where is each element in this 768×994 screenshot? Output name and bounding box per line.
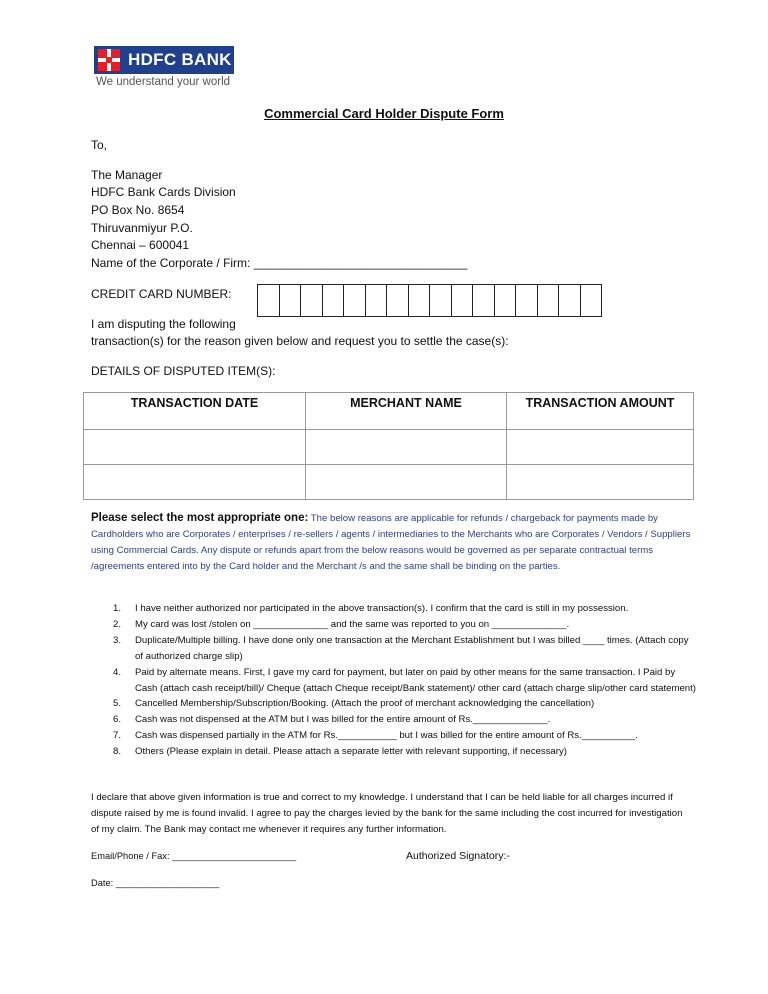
card-digit-box[interactable] bbox=[494, 284, 517, 317]
reason-text: Others (Please explain in detail. Please attach a separate letter with relevant supporting, if necessary) bbox=[135, 746, 567, 758]
cell-date[interactable] bbox=[84, 465, 306, 500]
reason-item[interactable] bbox=[97, 633, 697, 665]
card-digit-box[interactable] bbox=[343, 284, 366, 317]
card-digit-box[interactable] bbox=[386, 284, 409, 317]
reason-text: I have neither authorized nor participated in the above transaction(s). I confirm that the card is still in my possession. bbox=[135, 603, 629, 614]
reason-text: Cash was dispensed partially in the ATM for Rs.___________ but I was billed for the entire amount of Rs.__________. bbox=[135, 730, 638, 742]
logo-tagline: We understand your world bbox=[96, 76, 231, 88]
address-line: PO Box No. 8654 bbox=[91, 203, 185, 217]
dispute-intro-line1: I am disputing the following bbox=[91, 317, 236, 331]
table-row bbox=[84, 465, 694, 500]
hdfc-logo-icon bbox=[98, 49, 120, 71]
table-header-row bbox=[84, 393, 694, 430]
reason-number: 8. bbox=[113, 746, 122, 758]
credit-card-number-boxes bbox=[258, 284, 602, 317]
dispute-intro-line2: transaction(s) for the reason given below and request you to settle the case(s): bbox=[91, 334, 509, 348]
reason-number: 1. bbox=[113, 603, 122, 614]
form-title: Commercial Card Holder Dispute Form bbox=[264, 106, 504, 121]
card-digit-box[interactable] bbox=[515, 284, 538, 317]
address-line: The Manager bbox=[91, 168, 163, 182]
card-digit-box[interactable] bbox=[279, 284, 302, 317]
reason-number: 7. bbox=[113, 730, 122, 742]
select-lead: Please select the most appropriate one: bbox=[91, 512, 309, 524]
reasons-list bbox=[97, 601, 697, 760]
cell-merchant[interactable] bbox=[306, 465, 507, 500]
reason-item[interactable] bbox=[97, 665, 697, 697]
email-phone-fax-field[interactable]: Email/Phone / Fax: ________________________ bbox=[91, 851, 297, 861]
hdfc-logo bbox=[94, 46, 234, 74]
header-transaction-date: TRANSACTION DATE bbox=[84, 393, 306, 430]
card-digit-box[interactable] bbox=[451, 284, 474, 317]
card-digit-box[interactable] bbox=[322, 284, 345, 317]
card-digit-box[interactable] bbox=[472, 284, 495, 317]
credit-card-label: CREDIT CARD NUMBER: bbox=[91, 287, 232, 301]
cell-merchant[interactable] bbox=[306, 430, 507, 465]
card-digit-box[interactable] bbox=[580, 284, 603, 317]
reason-number: 4. bbox=[113, 666, 122, 678]
address-line: Chennai – 600041 bbox=[91, 238, 190, 252]
reason-item[interactable] bbox=[97, 696, 697, 712]
reason-number: 6. bbox=[113, 714, 122, 726]
details-label: DETAILS OF DISPUTED ITEM(S): bbox=[91, 364, 276, 378]
reason-item[interactable] bbox=[97, 712, 697, 728]
reason-item[interactable] bbox=[97, 744, 697, 760]
cell-amount[interactable] bbox=[507, 465, 694, 500]
card-digit-box[interactable] bbox=[429, 284, 452, 317]
reason-text: Cancelled Membership/Subscription/Booking. (Attach the proof of merchant acknowledging the cancellation) bbox=[135, 698, 595, 710]
card-digit-box[interactable] bbox=[408, 284, 431, 317]
reason-text: My card was lost /stolen on ______________ and the same was reported to you on ______________. bbox=[135, 618, 570, 630]
reason-item[interactable] bbox=[97, 601, 697, 617]
table-row bbox=[84, 430, 694, 465]
card-digit-box[interactable] bbox=[537, 284, 560, 317]
reason-number: 3. bbox=[113, 634, 122, 646]
reason-number: 2. bbox=[113, 618, 122, 630]
select-instructions bbox=[91, 510, 691, 575]
cell-date[interactable] bbox=[84, 430, 306, 465]
disputed-items-table bbox=[83, 392, 694, 500]
address-line: HDFC Bank Cards Division bbox=[91, 185, 236, 199]
salutation: To, bbox=[91, 138, 108, 152]
select-text: The below reasons are applicable for refunds / chargeback for payments made by Cardholders who are Corporates / enterprises / re-sellers / agents / intermediaries to the Merchants who are Corporates / Vendors / Suppliers using Commercial Cards. Any dispute or refunds apart from the below reasons would be governed as per separate contractual terms /agreements entered into by the Card holder and the Merchant /s and the same shall be binding on the parties. bbox=[91, 513, 691, 572]
card-digit-box[interactable] bbox=[365, 284, 388, 317]
date-field[interactable]: Date: ____________________ bbox=[91, 878, 220, 888]
cell-amount[interactable] bbox=[507, 430, 694, 465]
card-digit-box[interactable] bbox=[257, 284, 280, 317]
reason-item[interactable] bbox=[97, 617, 697, 633]
declaration: I declare that above given information is true and correct to my knowledge. I understand that I can be held liable for all charges incurred if dispute raised by me is found invalid. I agree to pay the charges levied by the bank for the same including the cost incurred for investigation of my claim. The Bank may contact me whenever it requires any further information. bbox=[91, 792, 683, 835]
reason-text: Cash was not dispensed at the ATM but I was billed for the entire amount of Rs.______________. bbox=[135, 714, 551, 726]
authorized-signatory: Authorized Signatory:- bbox=[406, 850, 510, 862]
card-digit-box[interactable] bbox=[300, 284, 323, 317]
header-transaction-amount: TRANSACTION AMOUNT bbox=[507, 393, 694, 430]
card-digit-box[interactable] bbox=[558, 284, 581, 317]
reason-number: 5. bbox=[113, 698, 122, 710]
reason-text: Duplicate/Multiple billing. I have done only one transaction at the Merchant Establishment but I was billed ____ times. (Attach copy of authorized charge slip) bbox=[135, 634, 689, 662]
reason-item[interactable] bbox=[97, 728, 697, 744]
reason-text: Paid by alternate means. First, I gave my card for payment, but later on paid by other means for the same transaction. I Paid by Cash (attach cash receipt/bill)/ Cheque (attach Cheque receipt/Bank statement)/ other card (attach charge slip/other card statement) bbox=[135, 666, 696, 694]
address-line: Thiruvanmiyur P.O. bbox=[91, 221, 193, 235]
header-merchant-name: MERCHANT NAME bbox=[306, 393, 507, 430]
corporate-name-field[interactable]: Name of the Corporate / Firm: ________________________________ bbox=[91, 256, 468, 270]
logo-brand: HDFC BANK bbox=[128, 50, 232, 69]
